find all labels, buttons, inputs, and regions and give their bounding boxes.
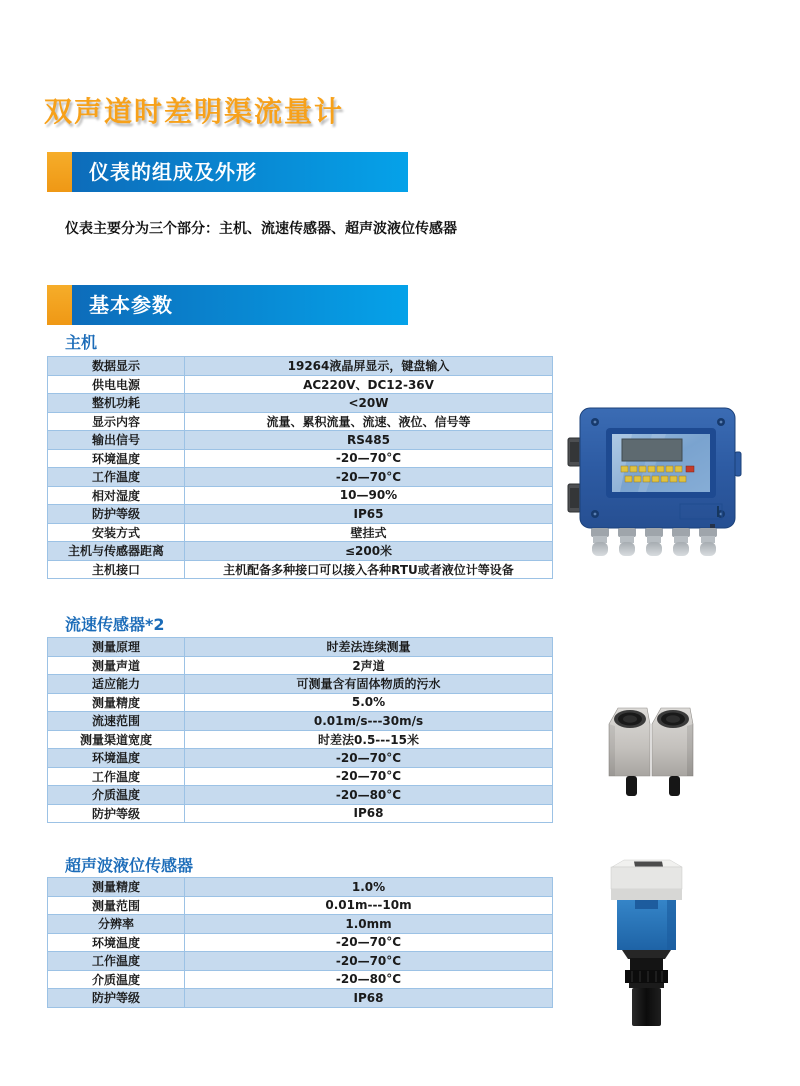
sensor-display-window	[634, 862, 663, 867]
lcd-screen	[622, 439, 682, 461]
spec-label-cell: 工作温度	[48, 952, 185, 971]
spec-label-cell: 介质温度	[48, 970, 185, 989]
spec-label-cell: 主机接口	[48, 560, 185, 579]
spec-label-cell: 测量范围	[48, 896, 185, 915]
spec-value-cell: -20—70°C	[185, 468, 553, 487]
table-heading-velocity-sensor: 流速传感器*2	[65, 615, 165, 634]
spec-value-cell: -20—80°C	[185, 970, 553, 989]
spec-label-cell: 环境温度	[48, 933, 185, 952]
spec-row	[48, 638, 553, 657]
spec-label-cell: 分辨率	[48, 915, 185, 934]
spec-row	[48, 505, 553, 524]
spec-row	[48, 730, 553, 749]
spec-value-cell: 壁挂式	[185, 523, 553, 542]
spec-label-cell: 工作温度	[48, 468, 185, 487]
level-sensor-spec-table	[47, 877, 553, 1008]
spec-row	[48, 693, 553, 712]
spec-label-cell: 防护等级	[48, 804, 185, 823]
cable-glands	[591, 528, 717, 556]
spec-value-cell: 可测量含有固体物质的污水	[185, 675, 553, 694]
section-header-label: 仪表的组成及外形	[72, 152, 408, 192]
spec-label-cell: 测量原理	[48, 638, 185, 657]
table-heading-host: 主机	[65, 333, 98, 352]
spec-value-cell: RS485	[185, 431, 553, 450]
spec-label-cell: 相对湿度	[48, 486, 185, 505]
transducer-cylinder	[632, 988, 661, 1026]
spec-label-cell: 环境温度	[48, 449, 185, 468]
spec-value-cell: 1.0mm	[185, 915, 553, 934]
ultrasonic-level-sensor-photo	[604, 858, 689, 1028]
spec-label-cell: 流速范围	[48, 712, 185, 731]
spec-label-cell: 输出信号	[48, 431, 185, 450]
spec-label-cell: 安装方式	[48, 523, 185, 542]
spec-label-cell: 显示内容	[48, 412, 185, 431]
spec-value-cell: 10—90%	[185, 486, 553, 505]
spec-label-cell: 测量渠道宽度	[48, 730, 185, 749]
host-spec-table	[47, 356, 553, 579]
spec-row	[48, 656, 553, 675]
spec-row	[48, 412, 553, 431]
spec-row	[48, 468, 553, 487]
spec-value-cell: 0.01m/s---30m/s	[185, 712, 553, 731]
spec-row	[48, 989, 553, 1008]
section-header-basic-params	[47, 285, 408, 325]
spec-row	[48, 675, 553, 694]
spec-value-cell: 0.01m---10m	[185, 896, 553, 915]
spec-value-cell: 时差法连续测量	[185, 638, 553, 657]
spec-label-cell: 测量精度	[48, 693, 185, 712]
spec-label-cell: 适应能力	[48, 675, 185, 694]
spec-value-cell: 2声道	[185, 656, 553, 675]
spec-row	[48, 542, 553, 561]
spec-label-cell: 环境温度	[48, 749, 185, 768]
dual-velocity-sensor-photo	[605, 702, 700, 802]
spec-label-cell: 测量精度	[48, 878, 185, 897]
spec-value-cell: 流量、累积流量、流速、液位、信号等	[185, 412, 553, 431]
spec-value-cell: IP65	[185, 505, 553, 524]
intro-text: 仪表主要分为三个部分：主机、流速传感器、超声波液位传感器	[65, 221, 457, 237]
page-title: 双声道时差明渠流量计	[44, 95, 345, 128]
spec-value-cell: 5.0%	[185, 693, 553, 712]
spec-label-cell: 主机与传感器距离	[48, 542, 185, 561]
spec-label-cell: 防护等级	[48, 989, 185, 1008]
spec-row	[48, 523, 553, 542]
spec-value-cell: 19264液晶屏显示，键盘输入	[185, 357, 553, 376]
side-connectors	[568, 438, 581, 512]
spec-label-cell: 供电电源	[48, 375, 185, 394]
spec-row	[48, 767, 553, 786]
section-marker-block	[47, 285, 72, 325]
spec-label-cell: 工作温度	[48, 767, 185, 786]
spec-value-cell: 时差法0.5---15米	[185, 730, 553, 749]
spec-value-cell: -20—70°C	[185, 952, 553, 971]
spec-row	[48, 896, 553, 915]
spec-row	[48, 878, 553, 897]
host-controller-photo	[562, 400, 752, 562]
spec-value-cell: -20—80°C	[185, 786, 553, 805]
spec-row	[48, 357, 553, 376]
spec-row	[48, 804, 553, 823]
spec-row	[48, 952, 553, 971]
spec-row	[48, 915, 553, 934]
spec-value-cell: IP68	[185, 804, 553, 823]
spec-value-cell: <20W	[185, 394, 553, 413]
velocity-sensor-spec-table	[47, 637, 553, 823]
spec-row	[48, 749, 553, 768]
spec-value-cell: 1.0%	[185, 878, 553, 897]
spec-row	[48, 486, 553, 505]
spec-value-cell: -20—70°C	[185, 449, 553, 468]
spec-row	[48, 560, 553, 579]
section-header-composition	[47, 152, 408, 192]
spec-row	[48, 786, 553, 805]
spec-label-cell: 防护等级	[48, 505, 185, 524]
spec-label-cell: 测量声道	[48, 656, 185, 675]
spec-value-cell: AC220V、DC12-36V	[185, 375, 553, 394]
section-marker-block	[47, 152, 72, 192]
spec-row	[48, 394, 553, 413]
spec-row	[48, 712, 553, 731]
spec-value-cell: -20—70°C	[185, 749, 553, 768]
spec-row	[48, 375, 553, 394]
section-header-label: 基本参数	[72, 285, 408, 325]
spec-value-cell: -20—70°C	[185, 767, 553, 786]
spec-value-cell: ≤200米	[185, 542, 553, 561]
spec-label-cell: 数据显示	[48, 357, 185, 376]
spec-label-cell: 介质温度	[48, 786, 185, 805]
table-heading-level-sensor: 超声波液位传感器	[65, 856, 194, 875]
spec-value-cell: -20—70°C	[185, 933, 553, 952]
spec-row	[48, 933, 553, 952]
spec-value-cell: IP68	[185, 989, 553, 1008]
spec-row	[48, 449, 553, 468]
spec-value-cell: 主机配备多种接口可以接入各种RTU或者液位计等设备	[185, 560, 553, 579]
spec-row	[48, 431, 553, 450]
spec-row	[48, 970, 553, 989]
spec-label-cell: 整机功耗	[48, 394, 185, 413]
